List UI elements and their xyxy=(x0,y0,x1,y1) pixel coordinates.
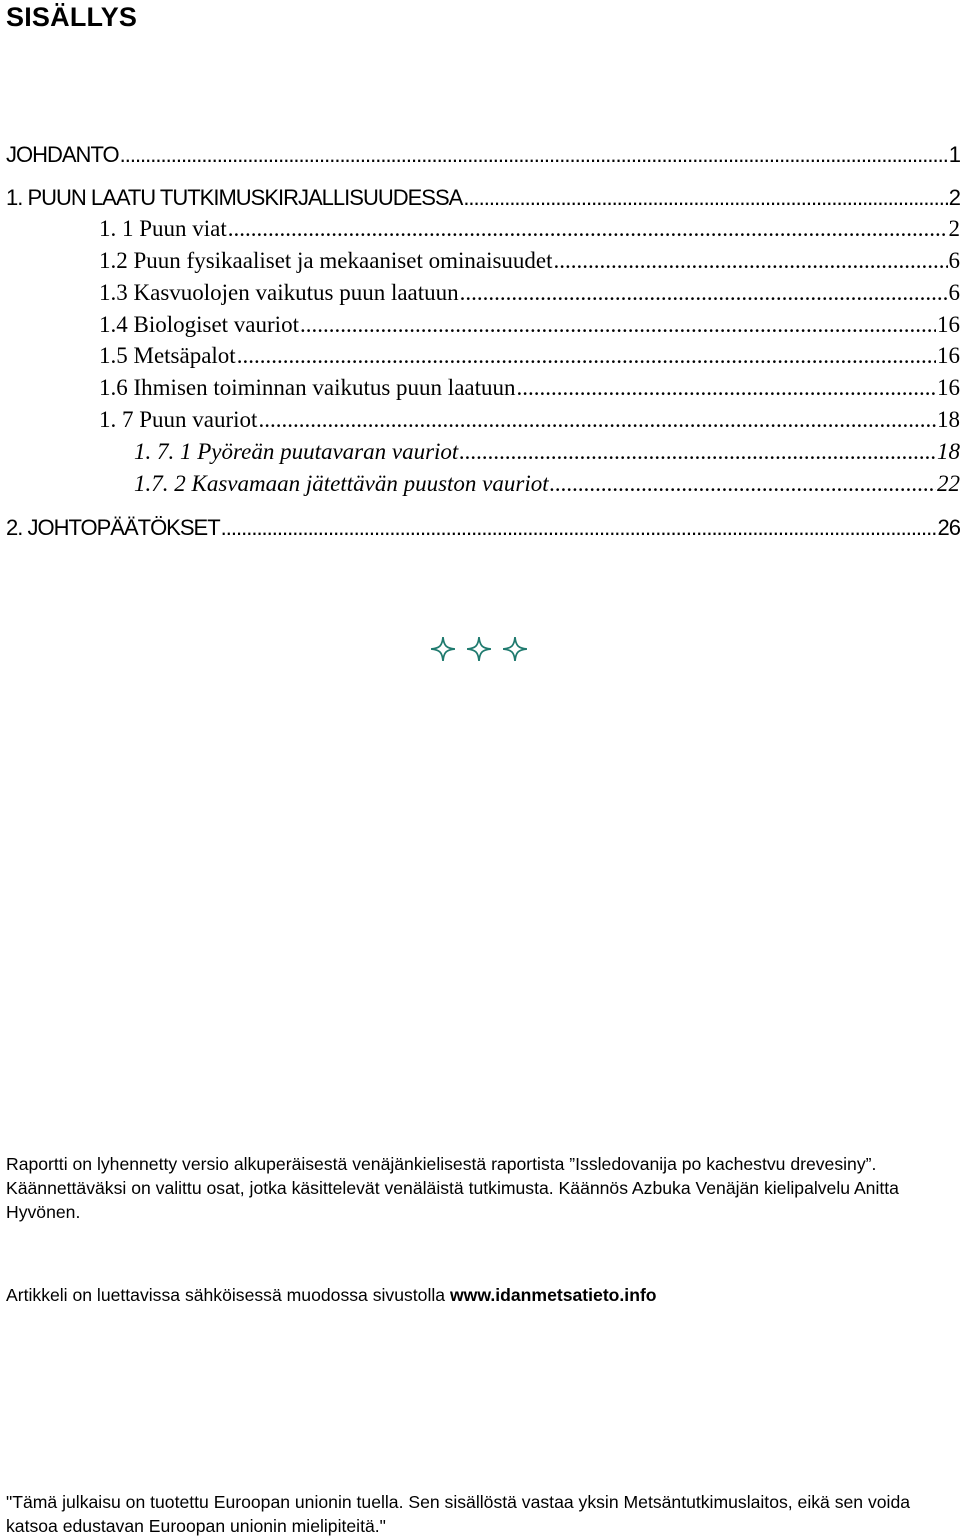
toc-entry[interactable] xyxy=(99,213,960,245)
toc-entry-page: 22 xyxy=(937,471,960,496)
toc-entry-label: JOHDANTO xyxy=(6,142,119,167)
toc-entry-label: 1.7. 2 Kasvamaan jätettävän puuston vauriot xyxy=(134,471,549,496)
toc-entry-page: 16 xyxy=(937,312,960,337)
toc-entry-page: 18 xyxy=(937,407,960,432)
toc-leader xyxy=(120,139,948,171)
toc-entry-label: 1. 1 Puun viat xyxy=(99,216,227,241)
toc-leader xyxy=(258,404,936,436)
toc-leader xyxy=(228,213,948,245)
toc-leader xyxy=(237,340,936,372)
toc-entry-page: 2 xyxy=(948,216,960,241)
article-text: Artikkeli on luettavissa sähköisessä muodossa sivustolla xyxy=(6,1285,450,1305)
toc-entry-label: 1. 7 Puun vauriot xyxy=(99,407,258,432)
toc-leader xyxy=(517,372,936,404)
toc-entry-page: 6 xyxy=(948,280,960,305)
toc-entry[interactable] xyxy=(99,277,960,309)
toc-leader xyxy=(554,245,948,277)
toc-entry-page: 2 xyxy=(948,185,960,210)
four-point-star-icon xyxy=(502,636,528,662)
toc-entry-label: 1.5 Metsäpalot xyxy=(99,343,236,368)
toc-entry[interactable] xyxy=(134,436,960,468)
four-point-star-icon xyxy=(466,636,492,662)
toc-entry[interactable] xyxy=(99,372,960,404)
toc-entry[interactable] xyxy=(99,309,960,341)
translation-note: Raportti on lyhennetty versio alkuperäisestä venäjänkielisestä raportista ”Issledovanija po kachestvu drevesiny”. Käännettäväksi on valittu osat, jotka käsittelevät venäläistä tutkimusta. Käännös Azbuka Venäjän kielipalvelu Anitta Hyvönen. xyxy=(6,1154,899,1222)
toc-entry-label: 1. 7. 1 Pyöreän puutavaran vauriot xyxy=(134,439,459,464)
toc-leader xyxy=(221,512,937,544)
toc-entry-page: 16 xyxy=(937,343,960,368)
toc-entry-page: 26 xyxy=(937,515,960,540)
article-availability xyxy=(6,1283,954,1307)
table-of-contents xyxy=(0,0,960,560)
eu-disclaimer: "Tämä julkaisu on tuotettu Euroopan unionin tuella. Sen sisällöstä vastaa yksin Metsäntutkimuslaitos, eikä sen voida katsoa edustavan Euroopan unionin mielipiteitä." xyxy=(6,1492,911,1536)
toc-entry[interactable] xyxy=(134,468,960,500)
toc-entry[interactable] xyxy=(99,340,960,372)
toc-leader xyxy=(300,309,936,341)
website-link[interactable]: www.idanmetsatieto.info xyxy=(449,1285,657,1305)
toc-entry[interactable] xyxy=(6,182,960,214)
toc-entry-page: 6 xyxy=(948,248,960,273)
toc-entry-label: 1.6 Ihmisen toiminnan vaikutus puun laatuun xyxy=(99,375,516,400)
toc-entry[interactable] xyxy=(6,512,960,544)
toc-leader xyxy=(459,436,936,468)
toc-entry[interactable] xyxy=(99,404,960,436)
page-title: SISÄLLYS xyxy=(6,2,138,32)
toc-entry-page: 18 xyxy=(937,439,960,464)
section-ornament xyxy=(430,636,528,662)
toc-entry[interactable] xyxy=(6,139,960,171)
toc-entry-page: 16 xyxy=(937,375,960,400)
toc-entry-label: 1.3 Kasvuolojen vaikutus puun laatuun xyxy=(99,280,459,305)
toc-entry[interactable] xyxy=(99,245,960,277)
toc-entry-page: 1 xyxy=(948,142,960,167)
four-point-star-icon xyxy=(430,636,456,662)
toc-entry-label: 1.2 Puun fysikaaliset ja mekaaniset ominaisuudet xyxy=(99,248,553,273)
toc-entry-label: 1. PUUN LAATU TUTKIMUSKIRJALLISUUDESSA xyxy=(6,185,463,210)
toc-leader xyxy=(463,182,947,214)
toc-entry-label: 2. JOHTOPÄÄTÖKSET xyxy=(6,515,220,540)
toc-leader xyxy=(460,277,948,309)
toc-entry-label: 1.4 Biologiset vauriot xyxy=(99,312,299,337)
toc-leader xyxy=(550,468,936,500)
